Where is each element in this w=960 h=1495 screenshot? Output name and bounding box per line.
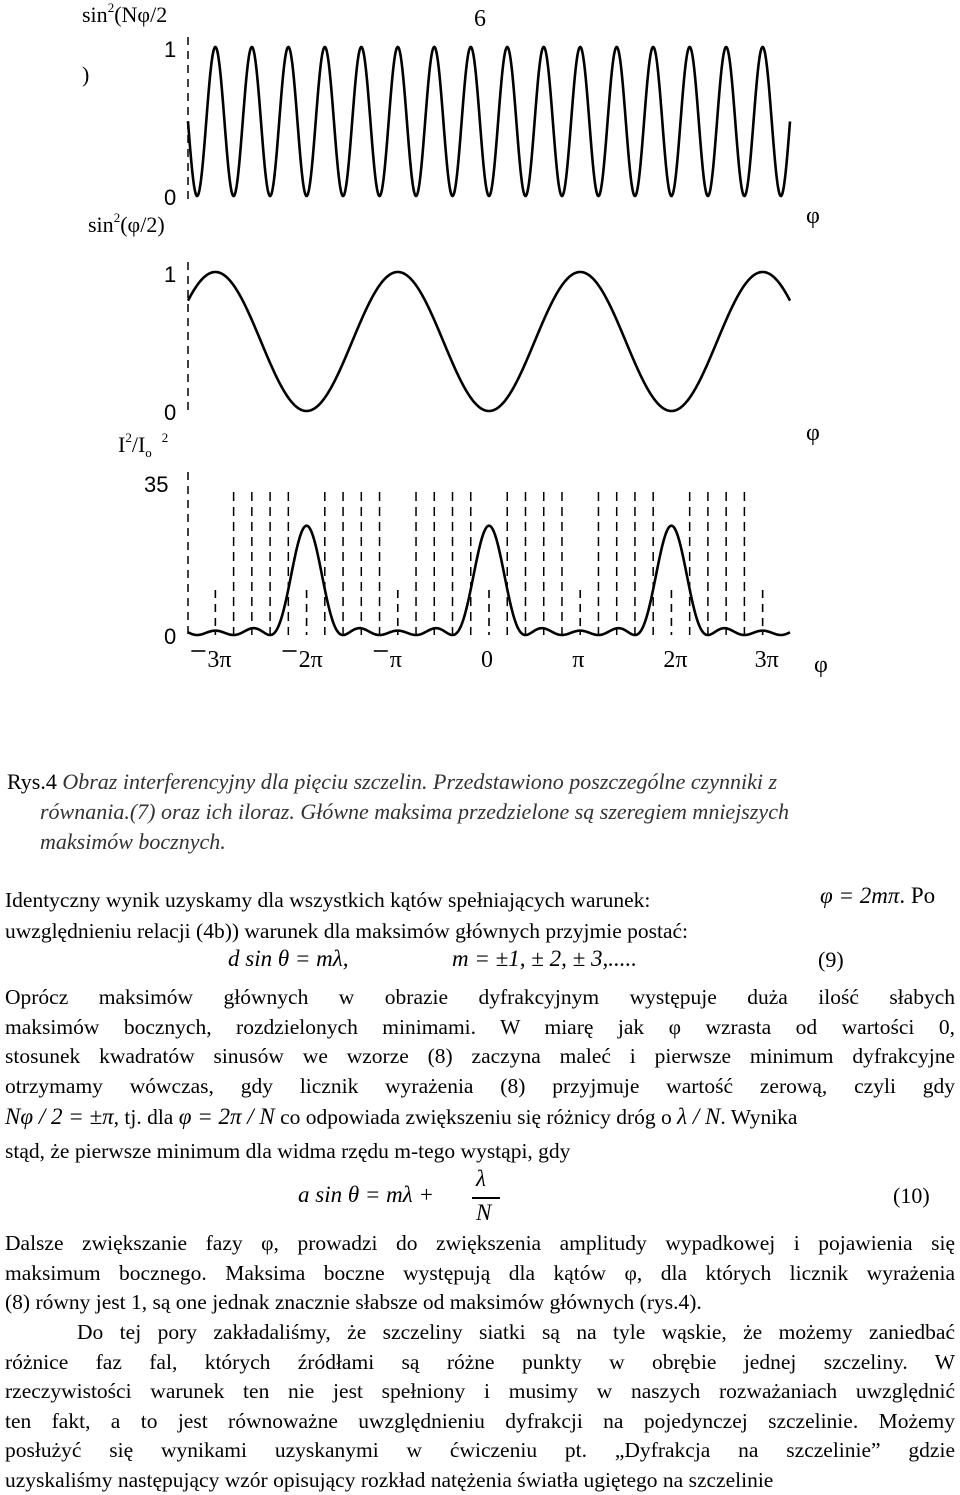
panel3-ylabel: $I^2/I_o^2$	[118, 430, 168, 460]
para2-line1: Oprócz maksimów głównych w obrazie dyfrakcyjnym występuje duża ilość słabych	[5, 983, 955, 1013]
panel1-xlabel: φ	[806, 203, 820, 229]
caption-line3: maksimów bocznych.	[40, 829, 226, 854]
panel1-ylabel-close: )	[82, 62, 89, 87]
para4-line6: uzyskaliśmy następujący wzór opisujący rozkład natężenia światła ugiętego na szczelinie	[5, 1466, 955, 1495]
para4-line3: rzeczywistości warunek ten nie jest spełniony i musimy w naszych rozważaniach uwzględnić	[5, 1377, 955, 1407]
para2	[5, 983, 955, 1101]
para4-line1: Do tej pory zakładaliśmy, że szczeliny siatki są na tyle wąskie, że możemy zaniedbać	[5, 1318, 955, 1348]
eq10-number: (10)	[893, 1183, 930, 1209]
para2-line6: stąd, że pierwsze minimum dla widma rzędu m-tego wystąpi, gdy	[5, 1136, 570, 1166]
para4-line4: ten fakt, a to jest równoważne uwzględnieniu dyfrakcji na pojedynczej szczelinie. Możemy	[5, 1407, 955, 1437]
figure-caption	[7, 767, 777, 797]
para1-eq-condition: φ = 2mπ. Po	[820, 883, 935, 909]
para3-line1: Dalsze zwiększanie fazy φ, prowadzi do zwiększenia amplitudy wypadkowej i pojawienia się	[5, 1229, 955, 1259]
para1-line2: uwzględnieniu relacji (4b)) warunek dla maksimów głównych przyjmie postać:	[5, 916, 688, 946]
caption-line2: równania.(7) oraz ich iloraz. Główne maksima przedzielone są szeregiem mniejszych	[40, 799, 789, 824]
eq10-lambda: λ	[476, 1166, 486, 1192]
panel1-ytick-top: 1	[164, 37, 176, 62]
page-number: 6	[474, 6, 486, 32]
panel2-ytick-top: 1	[164, 262, 176, 287]
panel2-ylabel: $\sin^2(\varphi/2)$	[88, 210, 165, 237]
panel1-ytick-bottom: 0	[164, 185, 176, 210]
para4	[5, 1318, 955, 1495]
eq9-number: (9)	[818, 947, 844, 973]
caption-line3-wrap	[40, 827, 226, 857]
panel3-ytick-top: 35	[144, 472, 168, 497]
eq9-m: m = ±1, ± 2, ± 3,.....	[452, 946, 637, 972]
panel2-curve	[188, 272, 790, 411]
panel3-ytick-bottom: 0	[164, 624, 176, 649]
caption-line1: Obraz interferencyjny dla pięciu szczelin. Przedstawiono poszczególne czynniki z	[62, 769, 777, 794]
xtick-label: 2π	[663, 647, 687, 673]
eq10-lhs: a sin θ = mλ +	[298, 1182, 434, 1208]
para3	[5, 1229, 955, 1318]
xtick-label: π	[572, 647, 584, 673]
para1-line1: Identyczny wynik uzyskamy dla wszystkich kątów spełniających warunek:	[5, 885, 650, 915]
para4-line2: różnice faz fal, których źródłami są różne punkty w obrębie jednej szczeliny. W	[5, 1348, 955, 1378]
para4-line5: posłużyć się wynikami uzyskanymi w ćwiczeniu pt. „Dyfrakcja na szczelinie” gdzie	[5, 1436, 955, 1466]
panel2-ytick-bottom: 0	[164, 400, 176, 425]
panel1-ylabel: $\sin^2(N\varphi/2$	[82, 0, 167, 27]
eq10-fraction-bar	[472, 1197, 500, 1199]
xtick-label: 2π	[299, 647, 323, 673]
para2-line5: Nφ / 2 = ±π, tj. dla φ = 2π / N co odpowiada zwiększeniu się różnicy dróg o λ / N. Wynika	[5, 1102, 797, 1132]
eq-nphi: Nφ / 2 = ±π	[5, 1104, 114, 1129]
interference-figure	[0, 0, 960, 700]
eq9-lhs: d sin θ = mλ,	[228, 946, 348, 972]
panel1-curve	[188, 47, 790, 196]
para3-line2: maksimum bocznego. Maksima boczne występują dla kątów φ, dla których licznik wyrażenia	[5, 1259, 955, 1289]
panel3-xlabel: φ	[814, 652, 828, 678]
para2-line2: maksimów bocznych, rozdzielonych minimami. W miarę jak φ wzrasta od wartości 0,	[5, 1013, 955, 1043]
para3-line3: (8) równy jest 1, są one jednak znacznie słabsze od maksimów głównych (rys.4).	[5, 1288, 955, 1318]
xtick-label: π	[390, 647, 402, 673]
xtick-label: 3π	[207, 647, 231, 673]
xtick-label: 0	[481, 647, 493, 673]
xtick-label: 3π	[755, 647, 779, 673]
para2-line4: otrzymamy wówczas, gdy licznik wyrażenia (8) przyjmuje wartość zerową, czyli gdy	[5, 1072, 955, 1102]
para2-line3: stosunek kwadratów sinusów we wzorze (8) zaczyna maleć i pierwsze minimum dyfrakcyjne	[5, 1042, 955, 1072]
caption-line2-wrap	[40, 797, 789, 827]
eq-lambda-n: λ / N	[677, 1104, 720, 1129]
eq10-n: N	[476, 1200, 491, 1226]
eq-phi: φ = 2π / N	[179, 1104, 275, 1129]
caption-prefix: Rys.4	[7, 769, 57, 794]
figure-xticks	[191, 647, 778, 673]
panel2-xlabel: φ	[806, 420, 820, 446]
figure-curves	[188, 37, 790, 639]
